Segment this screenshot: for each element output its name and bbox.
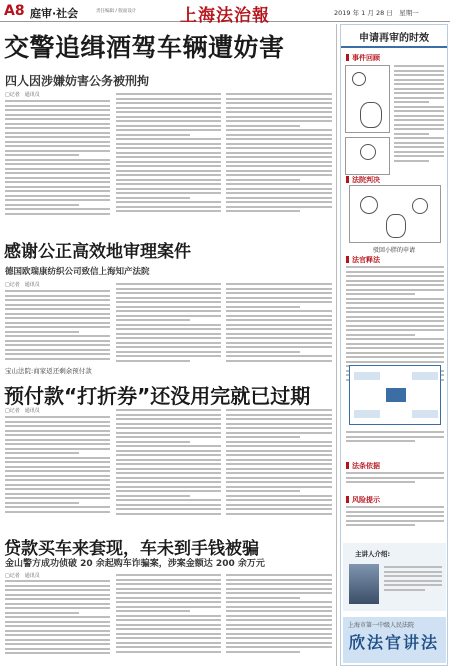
story3-body-col1 — [5, 416, 110, 513]
comic-panel-1 — [345, 65, 390, 133]
story2-headline: 感谢公正高效地审理案件 — [4, 242, 191, 262]
story1-headline: 交警追缉酒驾车辆遭妨害 — [4, 33, 285, 62]
story3-body-col2 — [116, 409, 221, 515]
story1-body-col1 — [5, 100, 110, 215]
story2-subheadline: 德国欧瑞康纺织公司致信上海知产法院 — [5, 267, 150, 277]
story4-body-col2 — [116, 574, 221, 653]
story2-body-col3 — [226, 283, 332, 362]
court-name: 上海市第一中级人民法院 — [348, 622, 415, 629]
speaker-bio — [384, 566, 442, 591]
case-review-text-2 — [394, 137, 444, 162]
page-header — [0, 0, 450, 26]
story1-subheadline: 四人因涉嫌妨害公务被刑拘 — [5, 74, 150, 88]
diagram-chart — [349, 365, 441, 425]
page-number: A8 — [4, 3, 25, 19]
story2-byline: □记者 通讯员 — [5, 282, 40, 288]
case-review-label: 事件回顾 — [346, 53, 380, 63]
risk-warning-text — [346, 506, 444, 526]
story1-body-col3 — [226, 93, 332, 212]
story4-byline: □记者 通讯员 — [5, 573, 40, 579]
story4-subheadline: 金山警方成功侦破 20 余起购车诈骗案，涉案金额达 200 余万元 — [5, 559, 265, 569]
masthead-logo: 上海法治報 — [180, 6, 270, 26]
story2-body-col1 — [5, 290, 110, 360]
column-banner — [343, 617, 446, 663]
story1-body-col2 — [116, 93, 221, 212]
story3-body-col3 — [226, 409, 332, 515]
judge-explains-text-2 — [346, 431, 444, 442]
story3-headline: 预付款“打折券”还没用完就已过期 — [4, 384, 311, 408]
story1-byline: □记者 通讯员 — [5, 92, 40, 98]
judge-explains-label: 法官释法 — [346, 255, 380, 265]
story3-byline: □记者 通讯员 — [5, 408, 40, 414]
comic-panel-2 — [345, 137, 390, 175]
story3-kicker: 宝山法院:商家返还剩余预付款 — [5, 367, 92, 375]
story2-body-col2 — [116, 283, 221, 362]
comic-panel-3 — [349, 185, 441, 243]
story4-body-col1 — [5, 580, 110, 654]
legal-basis-label: 法条依据 — [346, 461, 380, 471]
judge-explains-text — [346, 266, 444, 381]
column-divider — [336, 24, 337, 666]
section-name: 庭审·社会 — [30, 7, 79, 20]
legal-basis-text — [346, 472, 444, 483]
speaker-photo — [349, 564, 379, 604]
cartoon-caption: 驳回小胖的申请 — [372, 247, 415, 254]
header-credits: 责任编辑 / 版面设计 — [96, 9, 137, 14]
column-title: 欣法官讲法 — [349, 633, 440, 652]
speaker-label: 主讲人介绍: — [355, 550, 391, 558]
court-ruling-label: 法院判决 — [346, 175, 380, 185]
case-review-text — [394, 65, 444, 135]
risk-warning-label: 风险提示 — [346, 495, 380, 505]
sidebar-title: 申请再审的时效 — [341, 29, 447, 44]
story4-headline: 贷款买车来套现，车未到手钱被骗 — [4, 539, 259, 559]
issue-date: 2019 年 1 月 28 日 星期一 — [334, 9, 419, 17]
story4-body-col3 — [226, 574, 332, 653]
